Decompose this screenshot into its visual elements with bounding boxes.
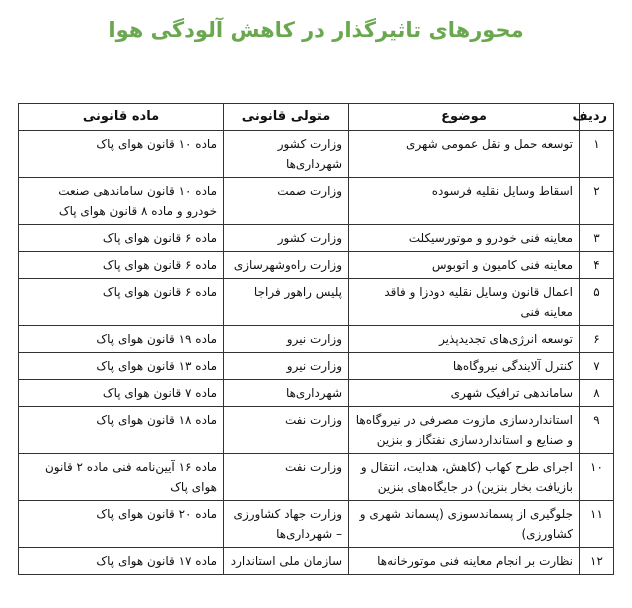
cell-radif: ۵ (580, 279, 614, 326)
cell-law: ماده ۶ قانون هوای پاک (19, 225, 224, 252)
cell-org: پلیس راهور فراجا (224, 279, 349, 326)
table-row (19, 178, 614, 225)
header-org: متولی قانونی (224, 104, 349, 131)
cell-radif: ۲ (580, 178, 614, 225)
cell-radif: ۳ (580, 225, 614, 252)
cell-radif: ۱۰ (580, 454, 614, 501)
header-radif: ردیف (580, 104, 614, 131)
table-row (19, 353, 614, 380)
table-header-row (19, 104, 614, 131)
table-row (19, 454, 614, 501)
table-row (19, 548, 614, 575)
cell-org: وزارت نیرو (224, 353, 349, 380)
table-row (19, 252, 614, 279)
table-row (19, 380, 614, 407)
cell-org: وزارت کشور شهرداری‌ها (224, 131, 349, 178)
cell-org: وزارت راه‌وشهرسازی (224, 252, 349, 279)
cell-topic: اسقاط وسایل نقلیه فرسوده (349, 178, 580, 225)
cell-radif: ۸ (580, 380, 614, 407)
cell-law: ماده ۱۰ قانون ساماندهی صنعت خودرو و ماده ۸ قانون هوای پاک (19, 178, 224, 225)
cell-radif: ۶ (580, 326, 614, 353)
cell-topic: ساماندهی ترافیک شهری (349, 380, 580, 407)
measures-table (18, 103, 614, 575)
cell-law: ماده ۷ قانون هوای پاک (19, 380, 224, 407)
cell-org: وزارت صمت (224, 178, 349, 225)
cell-org: سازمان ملی استاندارد (224, 548, 349, 575)
cell-law: ماده ۱۸ قانون هوای پاک (19, 407, 224, 454)
cell-radif: ۹ (580, 407, 614, 454)
cell-topic: اعمال قانون وسایل نقلیه دودزا و فاقد معاینه فنی (349, 279, 580, 326)
cell-law: ماده ۲۰ قانون هوای پاک (19, 501, 224, 548)
cell-radif: ۱۲ (580, 548, 614, 575)
cell-radif: ۷ (580, 353, 614, 380)
cell-topic: نظارت بر انجام معاینه فنی موتورخانه‌ها (349, 548, 580, 575)
cell-org: وزارت نفت (224, 407, 349, 454)
cell-law: ماده ۱۷ قانون هوای پاک (19, 548, 224, 575)
cell-topic: جلوگیری از پسماندسوزی (پسماند شهری و کشاورزی) (349, 501, 580, 548)
cell-law: ماده ۱۹ قانون هوای پاک (19, 326, 224, 353)
table-row (19, 326, 614, 353)
cell-org: وزارت کشور (224, 225, 349, 252)
cell-topic: توسعه انرژی‌های تجدیدپذیر (349, 326, 580, 353)
table-row (19, 501, 614, 548)
header-topic: موضوع (349, 104, 580, 131)
cell-org: شهرداری‌ها (224, 380, 349, 407)
cell-law: ماده ۱۰ قانون هوای پاک (19, 131, 224, 178)
cell-radif: ۱۱ (580, 501, 614, 548)
cell-org: وزارت نفت (224, 454, 349, 501)
cell-topic: معاینه فنی خودرو و موتورسیکلت (349, 225, 580, 252)
cell-topic: کنترل آلایندگی نیروگاه‌ها (349, 353, 580, 380)
cell-topic: اجرای طرح کهاب (کاهش، هدایت، انتقال و بازیافت بخار بنزین) در جایگاه‌های بنزین (349, 454, 580, 501)
table-row (19, 407, 614, 454)
page-title: محورهای تاثیرگذار در کاهش آلودگی هوا (108, 18, 524, 42)
cell-org: وزارت جهاد کشاورزی – شهرداری‌ها (224, 501, 349, 548)
cell-law: ماده ۶ قانون هوای پاک (19, 279, 224, 326)
cell-topic: معاینه فنی کامیون و اتوبوس (349, 252, 580, 279)
cell-radif: ۴ (580, 252, 614, 279)
header-law: ماده قانونی (19, 104, 224, 131)
cell-law: ماده ۶ قانون هوای پاک (19, 252, 224, 279)
table-row (19, 225, 614, 252)
cell-topic: توسعه حمل و نقل عمومی شهری (349, 131, 580, 178)
cell-org: وزارت نیرو (224, 326, 349, 353)
cell-law: ماده ۱۶ آیین‌نامه فنی ماده ۲ قانون هوای پاک (19, 454, 224, 501)
table-row (19, 279, 614, 326)
cell-radif: ۱ (580, 131, 614, 178)
table-row (19, 131, 614, 178)
cell-law: ماده ۱۳ قانون هوای پاک (19, 353, 224, 380)
cell-topic: استانداردسازی مازوت مصرفی در نیروگاه‌ها و صنایع و استانداردسازی نفتگاز و بنزین (349, 407, 580, 454)
